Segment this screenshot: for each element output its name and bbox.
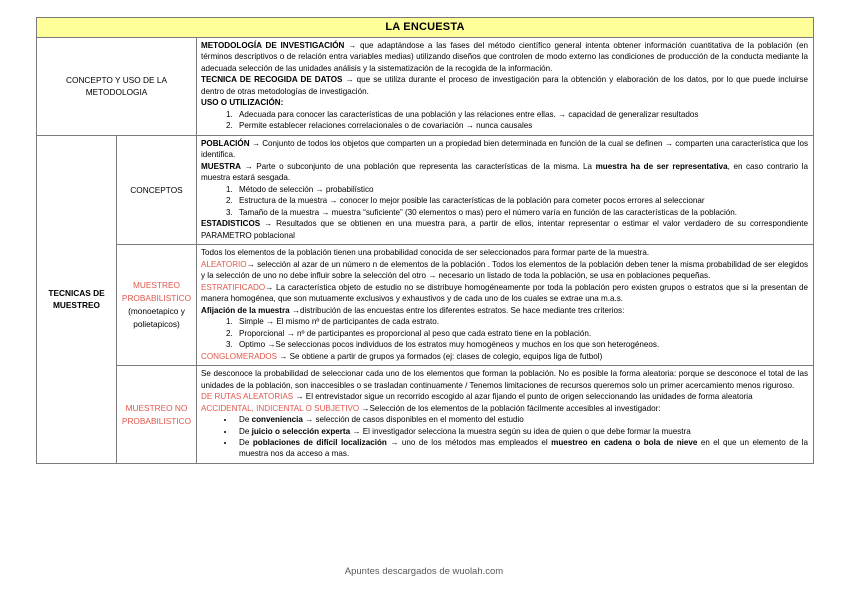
term-rutas-aleatorias-text: → El entrevistador sigue un recorrido escogido al azar fijando el punto de origen seleccionando las unidades de forma aleatoria (293, 392, 753, 402)
term-metodologia-investigacion: METODOLOGÍA DE INVESTIGACIÓN (201, 41, 345, 50)
table-row (37, 38, 814, 136)
bullet-rest: → El investigador selecciona la muestra según su idea de quien o que debe formar la muestra (350, 426, 691, 436)
row-body-muestreo-no-probabilistico (197, 366, 814, 464)
bullet-term: juicio o selección experta (251, 426, 351, 436)
list-item: 2. Permite establecer relaciones correlacionales o de covariación → nunca causales (235, 120, 808, 131)
list-item: 2. Estructura de la muestra → conocer lo mejor posible las características de la población para cometer pocos errores al seleccionar (235, 195, 808, 206)
row-label-muestreo-no-probabilistico (117, 366, 197, 464)
term-tecnica-recogida: TECNICA DE RECOGIDA DE DATOS (201, 75, 343, 85)
paragraph-afijacion (201, 305, 808, 316)
list-uso-utilizacion (201, 109, 808, 132)
list-item: 2. Proporcional → nº de participantes es proporcional al peso que cada estrato tiene en la población. (235, 328, 808, 339)
paragraph-muestra (201, 161, 808, 184)
term-muestra-text2: , en caso contrario la muestra estará sesgada. (201, 161, 808, 183)
table-row (37, 245, 814, 366)
term-uso-utilizacion: USO O UTILIZACIÓN: (201, 98, 284, 108)
term-muestra-representativa: muestra ha de ser representativa (595, 161, 728, 171)
label-muestreo-no-probabilistico-title: MUESTREO NO PROBABILISTICO (121, 402, 192, 426)
bullet-term: poblaciones de difícil localización (252, 437, 387, 447)
paragraph-metodologia (201, 40, 808, 74)
row-label-tecnicas-muestreo: TECNICAS DE MUESTREO (37, 135, 117, 463)
list-item: 1. Adecuada para conocer las características de una población y las relaciones entre ellas. → capacidad de generalizar resultados (235, 109, 808, 120)
list-item: 3. Optimo →Se seleccionas pocos individuos de los estratos muy homogéneos y muchos en los que son heterogéneos. (235, 339, 808, 350)
term-estadisticos: ESTADISTICOS (201, 219, 261, 229)
table-row (37, 366, 814, 464)
term-estratificado-text: → La característica objeto de estudio no se distribuye homogéneamente por toda la población pero existen grupos o estratos que si la presentan de manera homogénea, que son mutuamente exclusivos y exhaustivos y de cada uno de los cuales se extrae una m.a.s. (201, 282, 808, 304)
term-muestra: MUESTRA (201, 161, 242, 171)
paragraph-aleatorio (201, 259, 808, 282)
label-muestreo-probabilistico-title: MUESTREO PROBABILISTICO (121, 280, 192, 304)
row-body-muestreo-probabilistico (197, 245, 814, 366)
term-estadisticos-text: → Resultados que se obtienen en una muestra para, a partir de ellos, intentar representar o estimar el valor verdadero de su correspondiente PARAMETRO poblacional (201, 219, 808, 240)
bullet-rest: → selección de casos disponibles en el momento del estudio (302, 415, 524, 425)
row-label-concepto-uso: CONCEPTO Y USO DE LA METODOLOGIA (37, 38, 197, 136)
bullet-lead: De (239, 437, 253, 447)
bullet-lead: De (239, 415, 252, 425)
paragraph-tecnica-recogida (201, 74, 808, 97)
row-label-conceptos: CONCEPTOS (117, 135, 197, 244)
label-muestreo-probabilistico-sub: (monoetapico y polietapicos) (128, 306, 185, 330)
term-muestra-text: → Parte o subconjunto de una población que representa las características de la misma. La (241, 161, 596, 171)
term-metodologia-text: → que adaptándose a las fases del método científico general intenta obtener información cuantitativa de la población (en términos descriptivos o de relación entra variables medias) utilizando diseños que controlen de modo externo las condiciones de producción de la conducta mediante la adecuada selección de las unidades análisis y la sistematización de la recogida de la información. (201, 41, 808, 73)
list-item (235, 437, 808, 460)
paragraph-no-probabilistico-intro: Se desconoce la probabilidad de seleccionar cada uno de los elementos que forman la población. No es posible la forma aleatoria: porque se desconoce el total de las unidades de la población, son inaccesibles o se trasladan continuamente / Tenemos limitaciones de recursos queremos solo un primer acercamiento menos riguroso. (201, 369, 808, 390)
term-poblacion-text: → Conjunto de todos los objetos que comparten un a propiedad bien determinada en función de la cual se definen → comparten una característica que los identifica. (201, 138, 808, 160)
survey-methodology-table (36, 17, 814, 464)
term-afijacion-text: →distribución de las encuestas entre los diferentes estratos. Se hace mediante tres criterios: (289, 305, 625, 315)
row-label-muestreo-probabilistico (117, 245, 197, 366)
page-footer: Apuntes descargados de wuolah.com (344, 566, 504, 577)
paragraph-conglomerados (201, 351, 808, 362)
term-accidental-text: →Selección de los elementos de la población fácilmente accesibles al investigador: (359, 403, 661, 413)
bullet-rest-2: en el que un elemento de la muestra nos da acceso a mas. (239, 437, 808, 459)
paragraph-estratificado (201, 282, 808, 305)
bullet-lead: De (239, 426, 252, 436)
term-conglomerados-text: → Se obtiene a partir de grupos ya formados (ej: clases de colegio, equipos liga de futbol) (277, 351, 603, 361)
list-item: 1. Simple → El mismo nº de participantes de cada estrato. (235, 316, 808, 327)
bullet-term: conveniencia (251, 415, 303, 425)
table-header-row (37, 18, 814, 38)
paragraph-uso-utilizacion (201, 97, 808, 108)
list-accidental-tipos (201, 414, 808, 460)
term-tecnica-text: → que se utiliza durante el proceso de investigación para la obtención y elaboración de los datos, por lo que puede incluirse dentro de otras metodologías de investigación. (201, 75, 808, 96)
paragraph-accidental (201, 403, 808, 414)
term-estratificado: ESTRATIFICADO (201, 282, 266, 292)
term-rutas-aleatorias: DE RUTAS ALEATORIAS (201, 392, 294, 402)
paragraph-estadisticos (201, 218, 808, 241)
term-poblacion: POBLACIÓN (201, 138, 250, 148)
term-aleatorio: ALEATORIO (201, 259, 247, 269)
row-body-concepto-uso (197, 38, 814, 136)
list-item (235, 414, 808, 425)
bullet-rest: → uno de los métodos mas empleados el (386, 437, 552, 447)
list-item: 1. Método de selección → probabilístico (235, 184, 808, 195)
paragraph-probabilistico-intro: Todos los elementos de la población tienen una probabilidad conocida de ser seleccionados para formar parte de la muestra. (201, 248, 650, 258)
bullet-term-2: muestreo en cadena o bola de nieve (551, 437, 698, 447)
paragraph-rutas-aleatorias (201, 391, 808, 402)
term-accidental-subjetivo: ACCIDENTAL, INDICENTAL O SUBJETIVO (201, 403, 360, 413)
document-title: LA ENCUESTA (37, 18, 814, 38)
table-row (37, 135, 814, 244)
list-muestra-criterios (201, 184, 808, 218)
term-conglomerados: CONGLOMERADOS (201, 351, 278, 361)
paragraph-poblacion (201, 138, 808, 161)
term-aleatorio-text: → selección al azar de un número n de elementos de la población . Todos los elementos de la población deben tener la misma probabilidad de ser elegidos y la selección de uno no debe influir sobre la selección del otro → necesario un listado de toda la población, se usa en poblaciones pequeñas. (201, 259, 808, 281)
list-afijacion-criterios (201, 316, 808, 350)
list-item: 3. Tamaño de la muestra → muestra “suficiente” (30 elementos o mas) pero el número varía en función de las características de la población. (235, 207, 808, 218)
term-afijacion-muestra: Afijación de la muestra (201, 305, 290, 315)
row-body-conceptos (197, 135, 814, 244)
list-item (235, 426, 808, 437)
